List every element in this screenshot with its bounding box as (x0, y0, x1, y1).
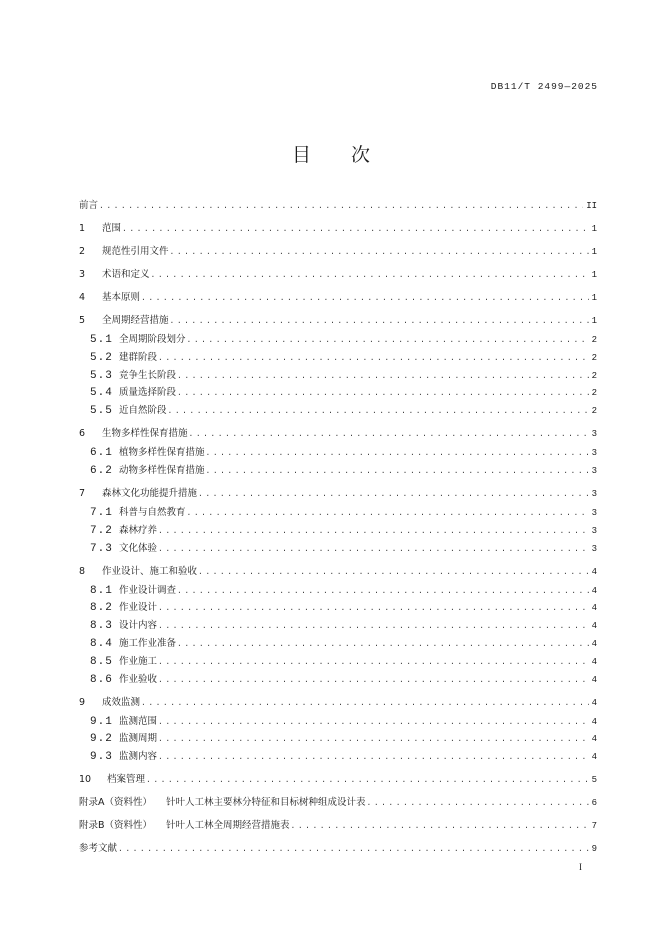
toc-leader-dots (198, 567, 589, 578)
toc-entry[interactable] (79, 585, 597, 597)
toc-leader-dots (158, 717, 589, 728)
toc-entry-number: 附录A（资料性） (79, 797, 152, 809)
toc-entry-page: 4 (591, 585, 597, 596)
toc-entry[interactable] (79, 797, 597, 809)
table-of-contents (79, 200, 597, 855)
toc-entry[interactable] (79, 465, 597, 477)
toc-entry-number: 5.2 (90, 351, 113, 364)
toc-entry[interactable] (79, 200, 597, 212)
toc-entry-page: 4 (591, 656, 597, 667)
toc-entry-page: 2 (591, 370, 597, 381)
toc-entry[interactable] (79, 428, 597, 440)
toc-entry-page: 3 (591, 507, 597, 518)
toc-entry-page: II (586, 201, 597, 211)
toc-entry-page: 1 (591, 224, 597, 234)
toc-entry-number: 8.4 (90, 637, 113, 650)
toc-entry-label: 前言 (79, 200, 99, 211)
toc-entry-number: 6.2 (90, 464, 113, 477)
toc-entry[interactable] (79, 566, 597, 578)
toc-entry[interactable] (79, 733, 597, 745)
toc-entry[interactable] (79, 387, 597, 399)
toc-entry[interactable] (79, 543, 597, 555)
toc-entry-page: 3 (591, 488, 597, 499)
toc-entry-label: 术语和定义 (102, 269, 150, 280)
toc-entry[interactable] (79, 751, 597, 763)
toc-entry-label: 作业验收 (119, 673, 158, 685)
toc-entry-label: 全周期阶段划分 (119, 334, 186, 345)
toc-entry-page: 1 (591, 293, 597, 303)
toc-entry[interactable] (79, 292, 597, 304)
toc-entry[interactable] (79, 620, 597, 632)
toc-leader-dots (146, 775, 589, 786)
toc-entry-number: 9 (79, 696, 86, 708)
toc-entry-label: 动物多样性保育措施 (119, 464, 205, 476)
toc-entry-label: 植物多样性保育措施 (119, 447, 205, 459)
toc-entry[interactable] (79, 656, 597, 668)
toc-entry[interactable] (79, 370, 597, 382)
toc-entry-label: 设计内容 (119, 620, 158, 632)
toc-entry-number: 8.6 (90, 673, 113, 686)
toc-entry-page: 3 (591, 448, 597, 459)
toc-entry-label: 范围 (102, 223, 122, 234)
toc-entry-page: 4 (591, 566, 597, 577)
toc-entry-label: 作业设计 (119, 602, 158, 614)
toc-entry-number: 4 (79, 292, 86, 303)
toc-leader-dots (151, 270, 589, 281)
toc-entry-label: 档案管理 (107, 774, 146, 786)
toc-entry-label: 施工作业准备 (119, 637, 177, 649)
toc-leader-dots (177, 388, 589, 399)
toc-entry-number: 10 (79, 774, 92, 786)
toc-entry[interactable] (79, 223, 597, 235)
toc-leader-dots (206, 466, 589, 477)
toc-entry-number: 2 (79, 246, 86, 257)
toc-entry-page: 3 (591, 465, 597, 476)
toc-entry[interactable] (79, 334, 597, 346)
toc-entry[interactable] (79, 507, 597, 519)
toc-entry-number: 7.2 (90, 524, 113, 537)
toc-entry-label: 生物多样性保育措施 (102, 428, 188, 440)
toc-entry[interactable] (79, 843, 597, 855)
toc-entry-label: 全周期经营措施 (102, 315, 169, 326)
toc-entry[interactable] (79, 525, 597, 537)
toc-entry-page: 4 (591, 638, 597, 649)
toc-entry-number: 5.3 (90, 369, 113, 382)
toc-entry-number: 7.1 (90, 506, 113, 519)
toc-leader-dots (168, 406, 589, 417)
toc-entry-label: 监测内容 (119, 751, 158, 763)
toc-entry[interactable] (79, 488, 597, 500)
toc-entry-label: 作业施工 (119, 655, 158, 667)
toc-entry-label: 近自然阶段 (119, 405, 167, 417)
toc-leader-dots (118, 844, 589, 855)
toc-entry[interactable] (79, 315, 597, 327)
toc-entry[interactable] (79, 638, 597, 650)
toc-entry-label: 竞争生长阶段 (119, 369, 177, 381)
toc-entry-label: 针叶人工林全周期经营措施表 (166, 820, 290, 832)
toc-entry-label: 质量选择阶段 (119, 387, 177, 399)
toc-entry-label: 针叶人工林主要林分特征和目标树种组成设计表 (166, 797, 366, 809)
toc-entry[interactable] (79, 246, 597, 258)
toc-leader-dots (99, 201, 583, 212)
toc-entry-page: 3 (591, 543, 597, 554)
toc-entry-page: 2 (591, 352, 597, 363)
toc-entry-label: 作业设计、施工和验收 (102, 565, 198, 577)
toc-leader-dots (158, 752, 589, 763)
toc-entry-number: 8.3 (90, 620, 113, 633)
toc-entry-label: 文化体验 (119, 542, 158, 554)
toc-entry-label: 森林疗养 (119, 524, 158, 536)
toc-leader-dots (189, 429, 589, 440)
toc-entry[interactable] (79, 697, 597, 709)
toc-leader-dots (177, 371, 589, 382)
toc-leader-dots (141, 698, 589, 709)
toc-entry-number: 8.2 (90, 602, 113, 615)
toc-entry[interactable] (79, 269, 597, 281)
toc-entry-number: 5 (79, 315, 86, 326)
toc-entry-number: 6.1 (90, 447, 113, 460)
toc-entry[interactable] (79, 602, 597, 614)
toc-leader-dots (177, 586, 589, 597)
toc-entry-page: 2 (591, 335, 597, 345)
toc-leader-dots (198, 489, 589, 500)
toc-leader-dots (158, 526, 589, 537)
toc-entry-number: 8.5 (90, 655, 113, 668)
toc-entry-page: 3 (591, 429, 597, 440)
toc-entry-page: 4 (591, 734, 597, 745)
toc-entry-page: 1 (591, 247, 597, 257)
toc-entry[interactable] (79, 405, 597, 417)
toc-entry-number: 9.2 (90, 733, 113, 746)
toc-entry-label: 作业设计调查 (119, 584, 177, 596)
toc-leader-dots (158, 621, 589, 632)
toc-leader-dots (291, 821, 589, 832)
toc-entry[interactable] (79, 447, 597, 459)
toc-entry-label: 监测周期 (119, 733, 158, 745)
toc-entry-number: 6 (79, 428, 86, 440)
toc-entry-page: 6 (591, 798, 597, 809)
toc-entry-label: 成效监测 (102, 696, 141, 708)
toc-leader-dots (170, 247, 589, 258)
toc-entry-page: 4 (591, 752, 597, 763)
toc-entry-label: 监测范围 (119, 715, 158, 727)
toc-leader-dots (158, 544, 589, 555)
toc-entry-number: 9.3 (90, 751, 113, 764)
toc-leader-dots (206, 448, 589, 459)
toc-entry-page: 2 (591, 388, 597, 399)
toc-entry-page: 4 (591, 697, 597, 708)
toc-entry[interactable] (79, 716, 597, 728)
toc-leader-dots (158, 353, 589, 364)
toc-entry-page: 1 (591, 316, 597, 326)
toc-leader-dots (187, 508, 589, 519)
toc-entry-page: 4 (591, 603, 597, 614)
toc-entry-page: 4 (591, 621, 597, 632)
toc-entry-number: 8 (79, 565, 86, 577)
toc-entry-number: 8.1 (90, 584, 113, 597)
toc-leader-dots (177, 639, 589, 650)
toc-entry-page: 4 (591, 716, 597, 727)
toc-leader-dots (158, 734, 589, 745)
standard-code: DB11/T 2499—2025 (490, 81, 598, 92)
toc-leader-dots (158, 603, 589, 614)
toc-entry-page: 1 (591, 270, 597, 280)
toc-entry-page: 2 (591, 406, 597, 417)
toc-entry-page: 9 (591, 844, 597, 855)
toc-entry-page: 5 (591, 775, 597, 786)
toc-entry-number: 1 (79, 223, 86, 234)
toc-leader-dots (141, 293, 589, 304)
toc-entry-number: 5.5 (90, 405, 113, 418)
toc-leader-dots (158, 675, 589, 686)
toc-entry-number: 5.1 (90, 334, 113, 346)
toc-entry-page: 7 (591, 821, 597, 832)
toc-entry-label: 参考文献 (79, 843, 118, 855)
footer-page-number: I (579, 862, 582, 872)
toc-entry-number: 7 (79, 487, 86, 499)
toc-entry[interactable] (79, 674, 597, 686)
toc-entry-label: 规范性引用文件 (102, 246, 169, 257)
toc-entry-number: 5.4 (90, 387, 113, 400)
toc-entry[interactable] (79, 820, 597, 832)
toc-entry[interactable] (79, 352, 597, 364)
toc-leader-dots (158, 657, 589, 668)
toc-entry-number: 7.3 (90, 542, 113, 555)
toc-entry-number: 附录B（资料性） (79, 820, 153, 832)
toc-entry-number: 9.1 (90, 715, 113, 728)
toc-entry-label: 建群阶段 (119, 351, 158, 363)
toc-entry-number: 3 (79, 269, 86, 280)
toc-leader-dots (122, 224, 589, 235)
page-title: 目次 (291, 144, 410, 166)
toc-leader-dots (367, 798, 589, 809)
toc-entry-label: 森林文化功能提升措施 (102, 487, 198, 499)
toc-entry-page: 4 (591, 674, 597, 685)
toc-entry-page: 3 (591, 525, 597, 536)
toc-leader-dots (187, 335, 589, 346)
toc-leader-dots (170, 316, 589, 327)
toc-entry-label: 科普与自然教育 (119, 506, 186, 518)
toc-entry-label: 基本原则 (102, 292, 141, 303)
toc-entry[interactable] (79, 774, 597, 786)
